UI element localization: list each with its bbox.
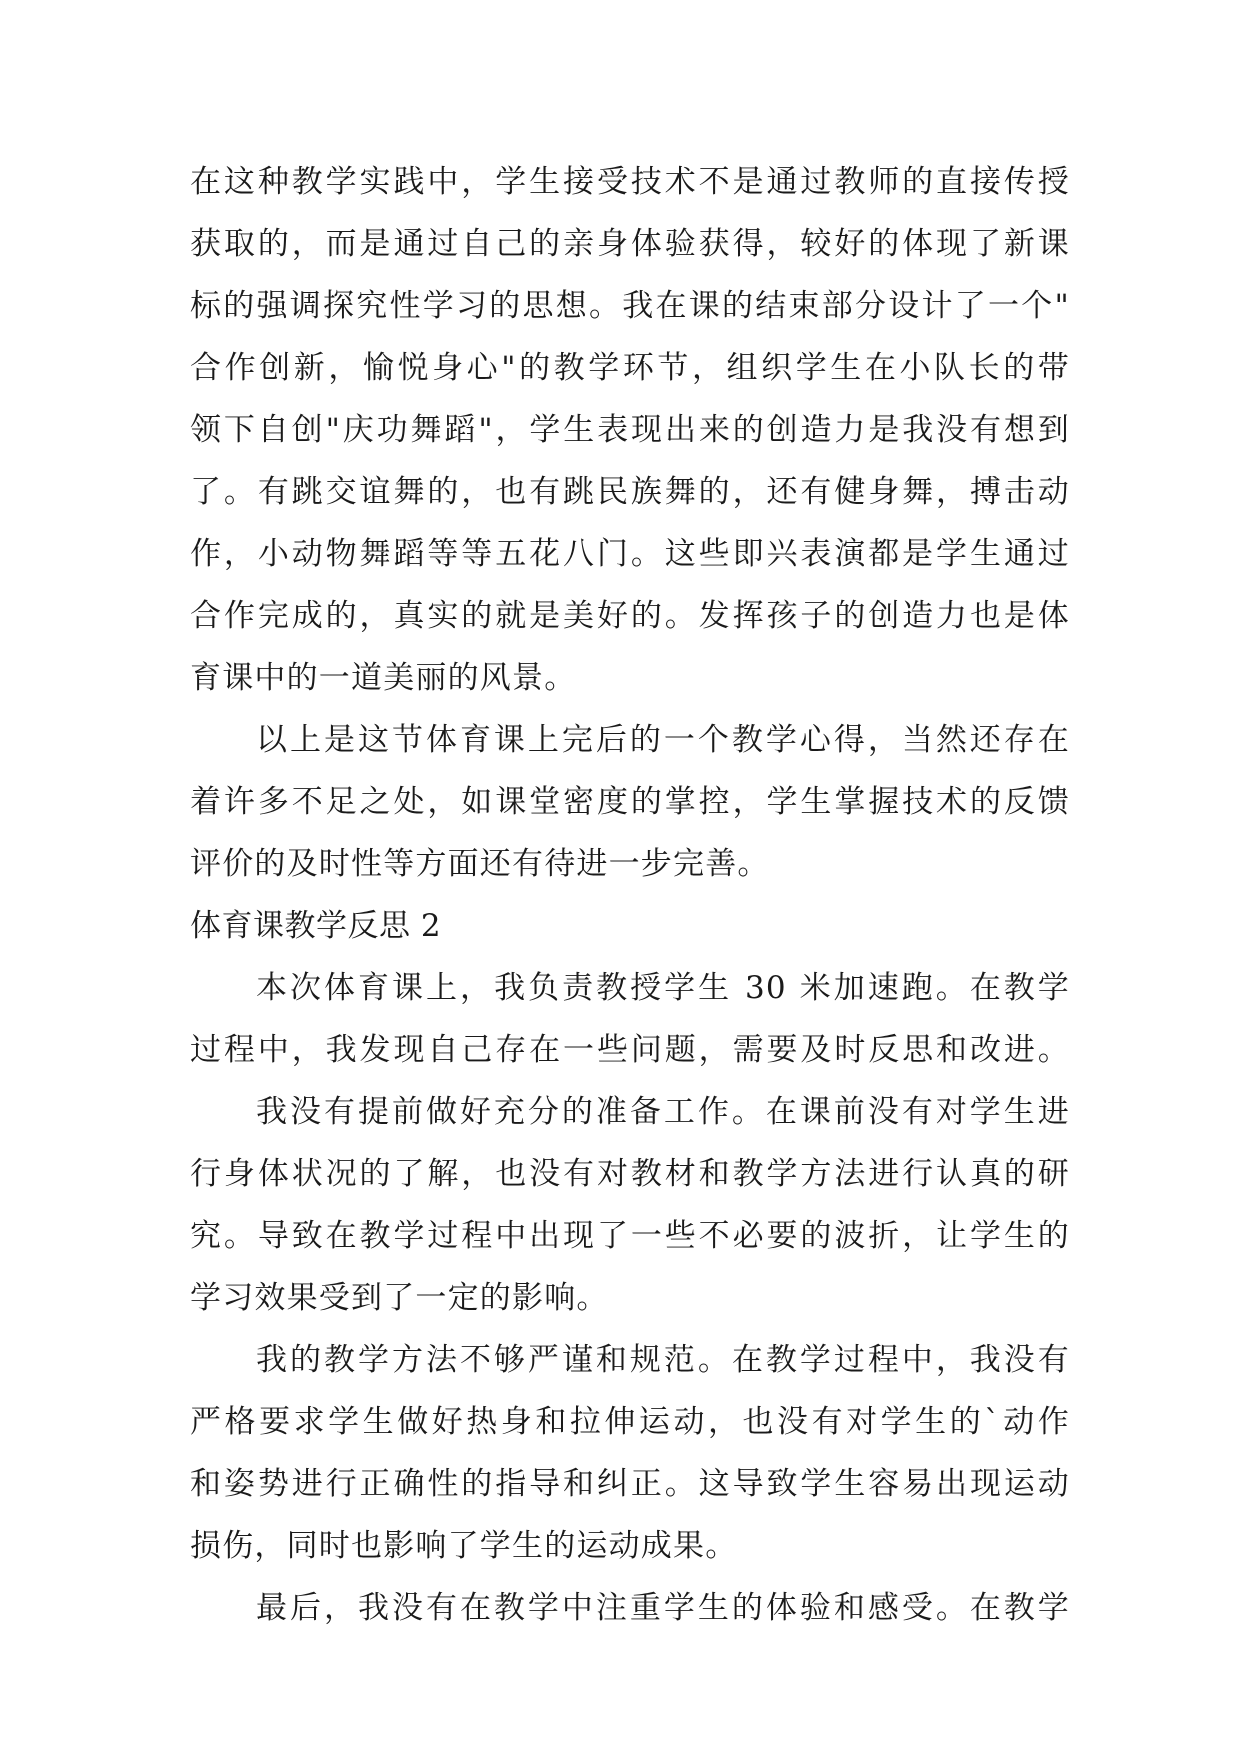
paragraph-line: 作，小动物舞蹈等等五花八门。这些即兴表演都是学生通过 <box>190 536 1070 572</box>
paragraph-line: 我的教学方法不够严谨和规范。在教学过程中，我没有 <box>256 1342 1070 1378</box>
paragraph-line: 标的强调探究性学习的思想。我在课的结束部分设计了一个" <box>190 288 1070 324</box>
paragraph-line: 了。有跳交谊舞的，也有跳民族舞的，还有健身舞，搏击动 <box>190 474 1070 510</box>
paragraph-line: 行身体状况的了解，也没有对教材和教学方法进行认真的研 <box>190 1156 1070 1192</box>
paragraph-line: 育课中的一道美丽的风景。 <box>190 660 577 696</box>
paragraph-line: 过程中，我发现自己存在一些问题，需要及时反思和改进。 <box>190 1032 1070 1068</box>
paragraph-line: 评价的及时性等方面还有待进一步完善。 <box>190 846 770 882</box>
paragraph-line: 以上是这节体育课上完后的一个教学心得，当然还存在 <box>256 722 1070 758</box>
paragraph-line: 领下自创"庆功舞蹈"，学生表现出来的创造力是我没有想到 <box>190 412 1070 448</box>
paragraph-line: 在这种教学实践中，学生接受技术不是通过教师的直接传授 <box>190 164 1070 200</box>
paragraph-line: 损伤，同时也影响了学生的运动成果。 <box>190 1528 738 1564</box>
section-heading: 体育课教学反思 2 <box>190 908 442 944</box>
paragraph-line: 合作完成的，真实的就是美好的。发挥孩子的创造力也是体 <box>190 598 1070 634</box>
paragraph-line: 和姿势进行正确性的指导和纠正。这导致学生容易出现运动 <box>190 1466 1070 1502</box>
paragraph-line: 学习效果受到了一定的影响。 <box>190 1280 609 1316</box>
paragraph-line: 本次体育课上，我负责教授学生 30 米加速跑。在教学 <box>256 970 1070 1006</box>
paragraph-line: 究。导致在教学过程中出现了一些不必要的波折，让学生的 <box>190 1218 1070 1254</box>
paragraph-line: 最后，我没有在教学中注重学生的体验和感受。在教学 <box>256 1590 1070 1626</box>
paragraph-line: 严格要求学生做好热身和拉伸运动，也没有对学生的`动作 <box>190 1404 1070 1440</box>
paragraph-line: 着许多不足之处，如课堂密度的掌控，学生掌握技术的反馈 <box>190 784 1070 820</box>
paragraph-line: 合作创新，愉悦身心"的教学环节，组织学生在小队长的带 <box>190 350 1070 386</box>
paragraph-line: 获取的，而是通过自己的亲身体验获得，较好的体现了新课 <box>190 226 1070 262</box>
paragraph-line: 我没有提前做好充分的准备工作。在课前没有对学生进 <box>256 1094 1070 1130</box>
